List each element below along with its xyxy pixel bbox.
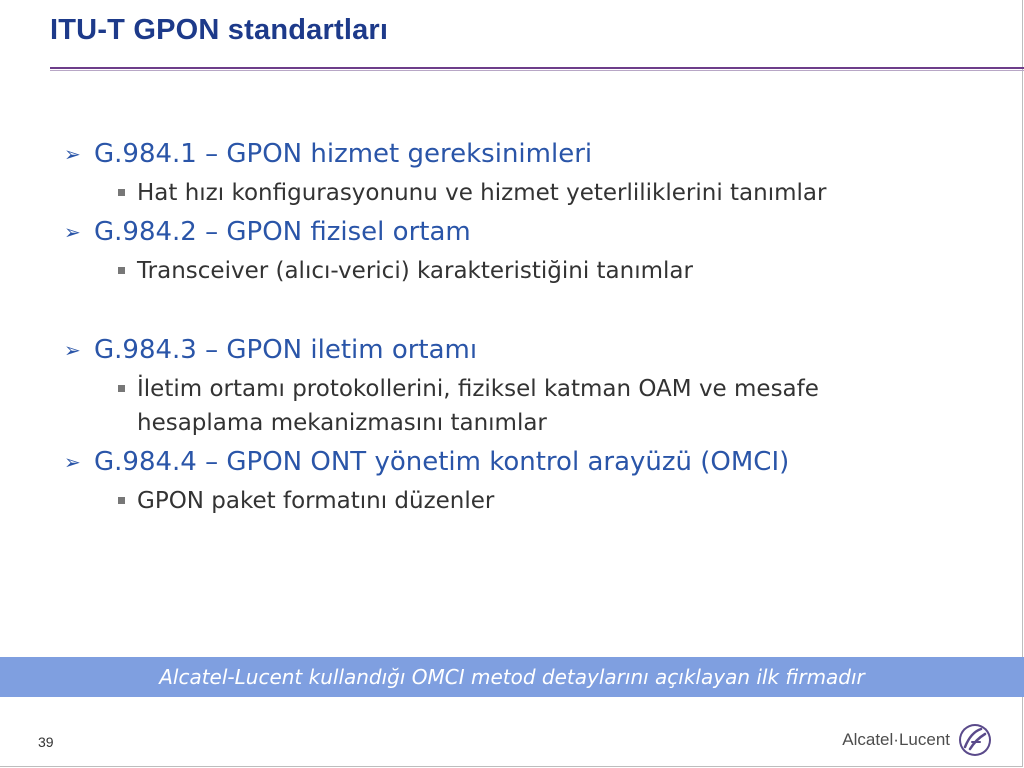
square-bullet-icon xyxy=(118,267,125,274)
sub-bullet-text: GPON paket formatını düzenler xyxy=(137,488,495,514)
sub-bullet-text: Transceiver (alıcı-verici) karakteristiğini tanımlar xyxy=(137,258,693,284)
bullet-item xyxy=(62,444,962,480)
sub-bullet-text: İletim ortamı protokollerini, fiziksel katman OAM ve mesafe hesaplama mekanizmasını tanımlar xyxy=(137,376,819,436)
bullet-heading: G.984.2 – GPON fizisel ortam xyxy=(94,217,471,247)
sub-bullet-item xyxy=(137,176,962,210)
arrowhead-icon: ➢ xyxy=(64,338,81,362)
square-bullet-icon xyxy=(118,385,125,392)
bullet-list xyxy=(62,136,962,518)
bullet-item xyxy=(62,214,962,250)
sub-bullet-item xyxy=(137,372,937,440)
square-bullet-icon xyxy=(118,189,125,196)
arrowhead-icon: ➢ xyxy=(64,220,81,244)
bullet-heading: G.984.4 – GPON ONT yönetim kontrol arayüzü (OMCI) xyxy=(94,447,790,477)
bullet-item xyxy=(62,332,962,368)
company-logo xyxy=(842,722,992,758)
bullet-item xyxy=(62,136,962,172)
slide-title: ITU-T GPON standartları xyxy=(50,14,389,46)
sub-bullet-text: Hat hızı konfigurasyonunu ve hizmet yeterliliklerini tanımlar xyxy=(137,180,827,206)
bullet-heading: G.984.1 – GPON hizmet gereksinimleri xyxy=(94,139,593,169)
banner-text: Alcatel-Lucent kullandığı OMCI metod detaylarını açıklayan ilk firmadır xyxy=(159,665,865,689)
page-number: 39 xyxy=(38,734,54,750)
bullet-heading: G.984.3 – GPON iletim ortamı xyxy=(94,335,478,365)
square-bullet-icon xyxy=(118,497,125,504)
title-divider xyxy=(50,67,1024,71)
alcatel-lucent-logo-icon xyxy=(958,723,992,757)
logo-text: Alcatel·Lucent xyxy=(842,730,950,749)
arrowhead-icon: ➢ xyxy=(64,142,81,166)
sub-bullet-item xyxy=(137,484,962,518)
highlight-banner xyxy=(0,657,1024,697)
sub-bullet-item xyxy=(137,254,962,288)
arrowhead-icon: ➢ xyxy=(64,450,81,474)
